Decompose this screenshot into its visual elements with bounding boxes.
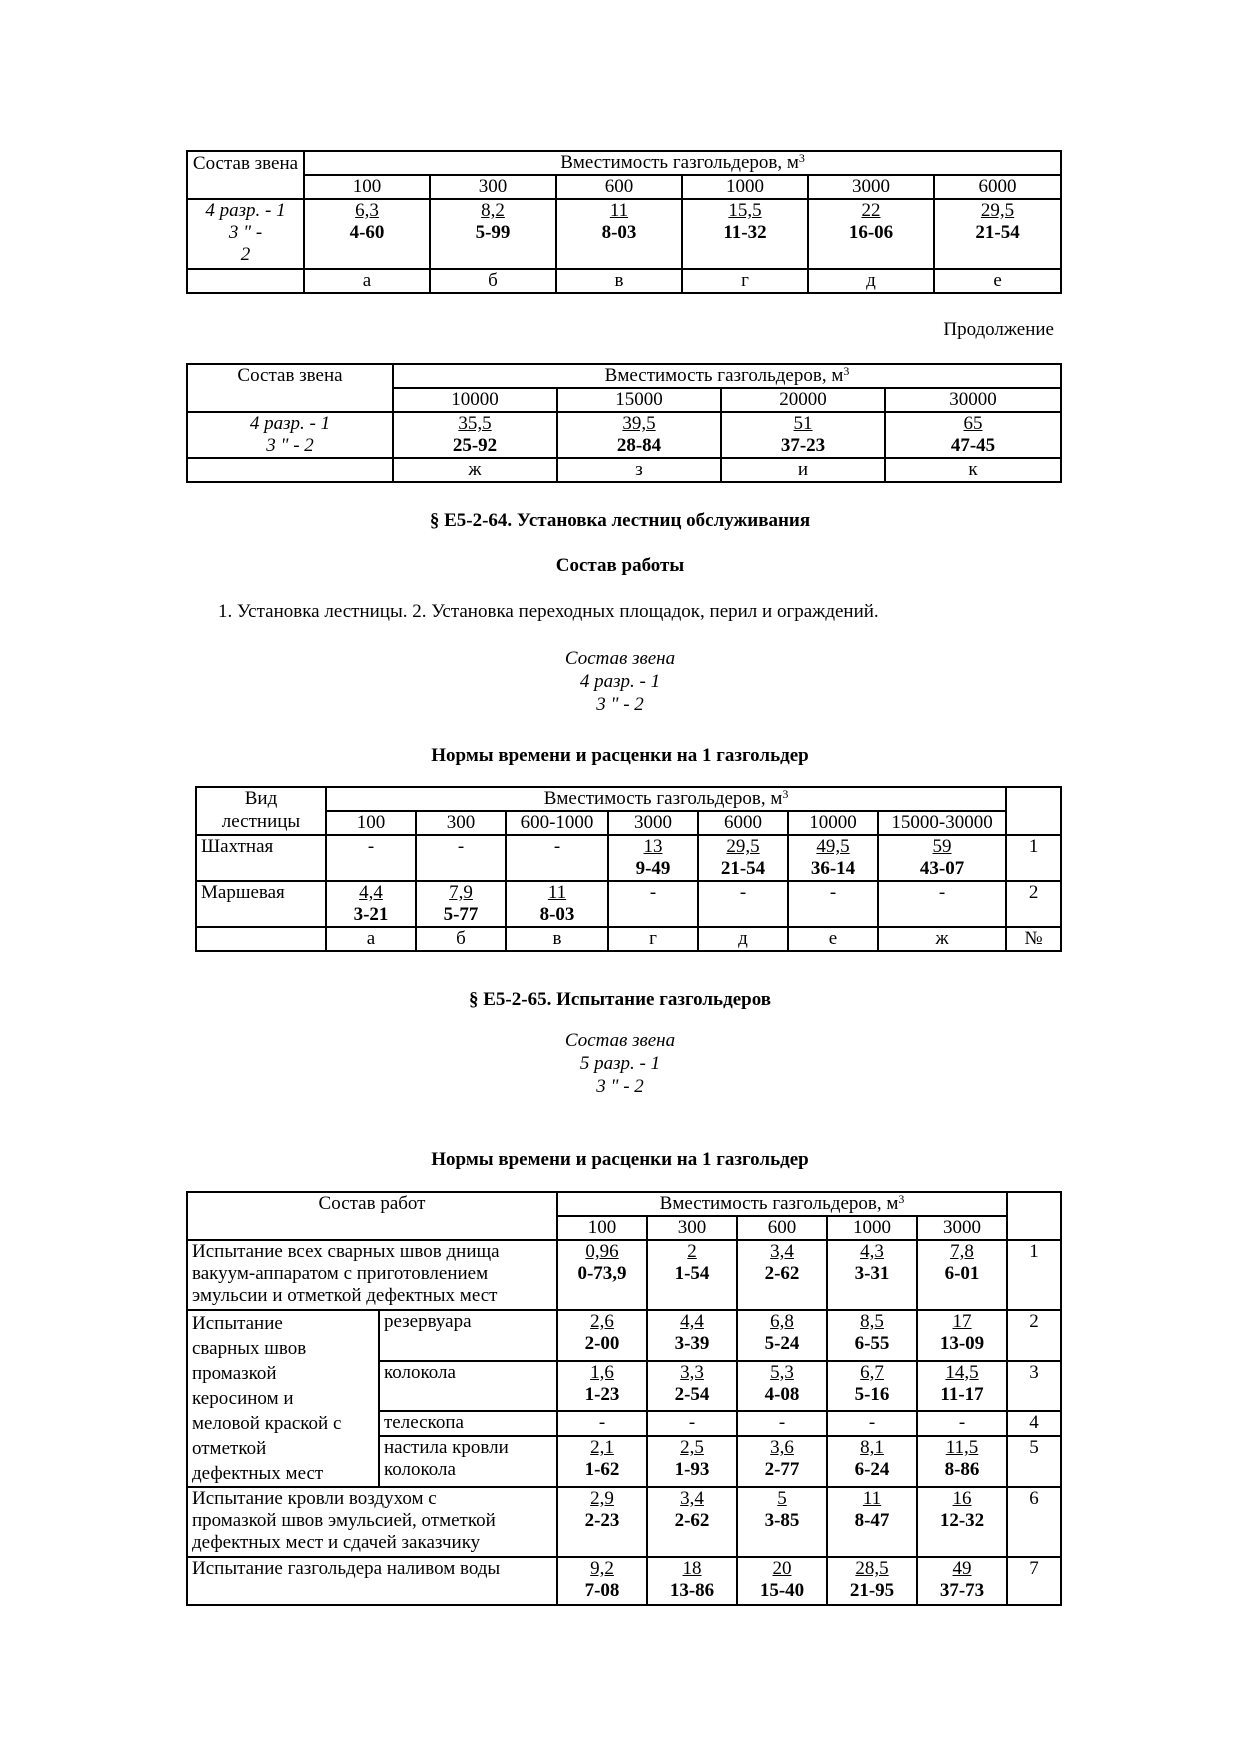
column-letter: и <box>721 458 885 482</box>
value-cell: - <box>737 1411 827 1436</box>
column-letter: е <box>934 269 1061 293</box>
capacity-col: 100 <box>557 1216 647 1240</box>
crew-header: Состав звена <box>187 151 304 199</box>
value-cell: 65 47-45 <box>885 412 1061 458</box>
column-letter: ж <box>393 458 557 482</box>
column-letter: б <box>416 927 506 951</box>
section-64-title: § Е5-2-64. Установка лестниц обслуживания <box>429 510 811 531</box>
section-65-title: § Е5-2-65. Испытание газгольдеров <box>469 989 771 1010</box>
capacity-15000: 15000 <box>557 388 721 412</box>
value-cell: - <box>878 881 1006 927</box>
capacity-col: 3000 <box>608 811 698 835</box>
value-cell: 0,96 0-73,9 <box>557 1240 647 1310</box>
value-cell: 3,4 2-62 <box>647 1487 737 1557</box>
value-cell: - <box>917 1411 1007 1436</box>
empty-cell <box>196 927 326 951</box>
value-cell: 11 8-03 <box>556 199 682 269</box>
value-cell: 28,5 21-95 <box>827 1557 917 1605</box>
column-letter: к <box>885 458 1061 482</box>
value-cell: 7,9 5-77 <box>416 881 506 927</box>
crew-cell: 4 разр. - 1 3 " - 2 <box>187 412 393 458</box>
work-description: Испытание газгольдера наливом воды <box>187 1557 557 1605</box>
capacity-100: 100 <box>304 175 430 199</box>
capacity-20000: 20000 <box>721 388 885 412</box>
value-cell: 20 15-40 <box>737 1557 827 1605</box>
value-cell: 39,5 28-84 <box>557 412 721 458</box>
value-cell: 11 8-03 <box>506 881 608 927</box>
value-cell: 6,3 4-60 <box>304 199 430 269</box>
value-cell: 2,6 2-00 <box>557 1310 647 1361</box>
column-letter: ж <box>878 927 1006 951</box>
value-cell: 49 37-73 <box>917 1557 1007 1605</box>
column-letter: б <box>430 269 556 293</box>
group-label: Испытание сварных швов промазкой керосином и меловой краской с отметкой дефектных мест <box>187 1310 379 1487</box>
value-cell: 35,5 25-92 <box>393 412 557 458</box>
capacity-header: Вместимость газгольдеров, $м^3$ <box>326 787 1006 811</box>
value-cell: 6,8 5-24 <box>737 1310 827 1361</box>
value-cell: - <box>788 881 878 927</box>
sub-work: резервуара <box>379 1310 557 1361</box>
value-cell: 14,5 11-17 <box>917 1361 1007 1412</box>
capacity-col: 600 <box>737 1216 827 1240</box>
sub-work: телескопа <box>379 1411 557 1436</box>
row-number: 2 <box>1007 1310 1061 1361</box>
capacity-col: 3000 <box>917 1216 1007 1240</box>
crew-composition-65: Состав звена 5 разр. - 1 3 " - 2 <box>564 1030 676 1097</box>
value-cell: - <box>608 881 698 927</box>
column-letter: в <box>556 269 682 293</box>
norms-table-1 <box>186 150 1062 294</box>
value-cell: - <box>827 1411 917 1436</box>
value-cell: - <box>416 835 506 881</box>
crew-composition-64: Состав звена 4 разр. - 1 3 " - 2 <box>564 648 676 715</box>
capacity-col: 10000 <box>788 811 878 835</box>
capacity-header: Вместимость газгольдеров, $м^3$ <box>304 151 1061 175</box>
row-number: 5 <box>1007 1436 1061 1487</box>
value-cell: 9,2 7-08 <box>557 1557 647 1605</box>
continuation-label: Продолжение <box>943 319 1054 340</box>
value-cell: 11 8-47 <box>827 1487 917 1557</box>
column-letter: д <box>808 269 934 293</box>
capacity-header: Вместимость газгольдеров, $м^3$ <box>393 364 1061 388</box>
row-number: 1 <box>1007 1240 1061 1310</box>
work-description: Испытание кровли воздухом с промазкой швов эмульсией, отметкой дефектных мест и сдачей заказчику <box>187 1487 557 1557</box>
value-cell: - <box>506 835 608 881</box>
empty-cell <box>1007 1192 1061 1240</box>
capacity-col: 15000-30000 <box>878 811 1006 835</box>
ladder-type-name: Шахтная <box>196 835 326 881</box>
value-cell: 5,3 4-08 <box>737 1361 827 1412</box>
column-letter: а <box>326 927 416 951</box>
value-cell: - <box>326 835 416 881</box>
capacity-col: 1000 <box>827 1216 917 1240</box>
value-cell: 49,5 36-14 <box>788 835 878 881</box>
empty-cell <box>187 458 393 482</box>
column-letter: г <box>608 927 698 951</box>
column-letter: а <box>304 269 430 293</box>
capacity-header: Вместимость газгольдеров, $м^3$ <box>557 1192 1007 1216</box>
row-number: 6 <box>1007 1487 1061 1557</box>
value-cell: 3,3 2-54 <box>647 1361 737 1412</box>
work-description: Испытание всех сварных швов днища вакуум-аппаратом с приготовлением эмульсии и отметкой дефектных мест <box>187 1240 557 1310</box>
value-cell: 5 3-85 <box>737 1487 827 1557</box>
value-cell: 13 9-49 <box>608 835 698 881</box>
capacity-col: 600-1000 <box>506 811 608 835</box>
value-cell: 2,9 2-23 <box>557 1487 647 1557</box>
capacity-col: 100 <box>326 811 416 835</box>
value-cell: 4,4 3-21 <box>326 881 416 927</box>
value-cell: - <box>698 881 788 927</box>
crew-header: Состав звена <box>187 364 393 412</box>
work-composition-text: 1. Установка лестницы. 2. Установка переходных площадок, перил и ограждений. <box>218 601 879 622</box>
capacity-600: 600 <box>556 175 682 199</box>
ladder-type-header: Вид <box>196 787 326 811</box>
value-cell: 2,5 1-93 <box>647 1436 737 1487</box>
sub-work: колокола <box>379 1361 557 1412</box>
ladder-norms-table <box>195 786 1062 952</box>
value-cell: 8,1 6-24 <box>827 1436 917 1487</box>
capacity-300: 300 <box>430 175 556 199</box>
number-sign: № <box>1006 927 1061 951</box>
capacity-1000: 1000 <box>682 175 808 199</box>
sub-work: настила кровли колокола <box>379 1436 557 1487</box>
value-cell: 11,5 8-86 <box>917 1436 1007 1487</box>
capacity-30000: 30000 <box>885 388 1061 412</box>
testing-norms-table <box>186 1191 1062 1606</box>
column-letter: в <box>506 927 608 951</box>
norms-heading-65: Нормы времени и расценки на 1 газгольдер <box>431 1149 809 1170</box>
capacity-col: 6000 <box>698 811 788 835</box>
column-letter: г <box>682 269 808 293</box>
work-composition-heading: Состав работы <box>555 555 685 576</box>
capacity-6000: 6000 <box>934 175 1061 199</box>
value-cell: - <box>647 1411 737 1436</box>
value-cell: 17 13-09 <box>917 1310 1007 1361</box>
capacity-col: 300 <box>647 1216 737 1240</box>
capacity-10000: 10000 <box>393 388 557 412</box>
work-header: Состав работ <box>187 1192 557 1240</box>
value-cell: 29,5 21-54 <box>934 199 1061 269</box>
empty-cell <box>1006 787 1061 835</box>
norms-table-2 <box>186 363 1062 483</box>
value-cell: 7,8 6-01 <box>917 1240 1007 1310</box>
value-cell: 29,5 21-54 <box>698 835 788 881</box>
value-cell: 1,6 1-23 <box>557 1361 647 1412</box>
value-cell: 16 12-32 <box>917 1487 1007 1557</box>
row-number: 1 <box>1006 835 1061 881</box>
value-cell: 2,1 1-62 <box>557 1436 647 1487</box>
value-cell: 6,7 5-16 <box>827 1361 917 1412</box>
empty-cell <box>187 269 304 293</box>
ladder-type-header-2: лестницы <box>196 811 326 835</box>
column-letter: д <box>698 927 788 951</box>
value-cell: 3,6 2-77 <box>737 1436 827 1487</box>
capacity-3000: 3000 <box>808 175 934 199</box>
value-cell: 18 13-86 <box>647 1557 737 1605</box>
value-cell: 51 37-23 <box>721 412 885 458</box>
value-cell: 22 16-06 <box>808 199 934 269</box>
crew-cell: 4 разр. - 1 3 " - 2 <box>187 199 304 269</box>
row-number: 4 <box>1007 1411 1061 1436</box>
value-cell: 8,2 5-99 <box>430 199 556 269</box>
value-cell: 2 1-54 <box>647 1240 737 1310</box>
value-cell: 8,5 6-55 <box>827 1310 917 1361</box>
row-number: 7 <box>1007 1557 1061 1605</box>
norms-heading-64: Нормы времени и расценки на 1 газгольдер <box>431 745 809 766</box>
value-cell: - <box>557 1411 647 1436</box>
column-letter: е <box>788 927 878 951</box>
row-number: 3 <box>1007 1361 1061 1412</box>
value-cell: 3,4 2-62 <box>737 1240 827 1310</box>
value-cell: 4,3 3-31 <box>827 1240 917 1310</box>
value-cell: 15,5 11-32 <box>682 199 808 269</box>
value-cell: 4,4 3-39 <box>647 1310 737 1361</box>
column-letter: з <box>557 458 721 482</box>
value-cell: 59 43-07 <box>878 835 1006 881</box>
ladder-type-name: Маршевая <box>196 881 326 927</box>
capacity-col: 300 <box>416 811 506 835</box>
row-number: 2 <box>1006 881 1061 927</box>
